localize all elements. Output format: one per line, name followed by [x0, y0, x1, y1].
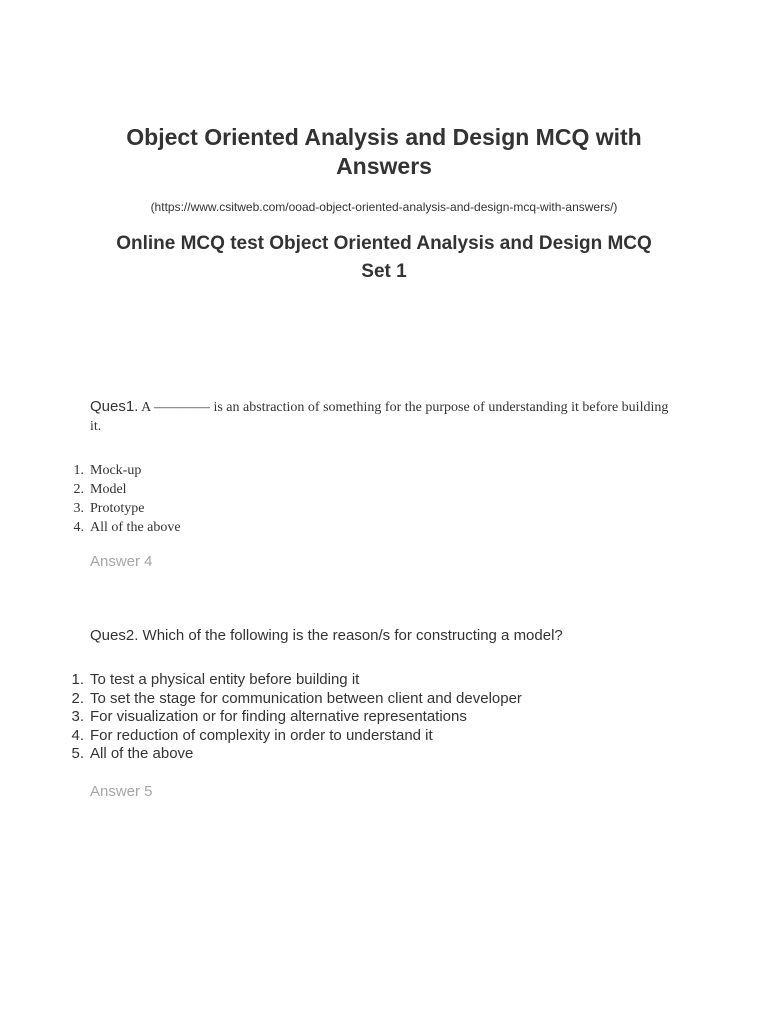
option-number: 4.: [73, 520, 84, 535]
option-text: All of the above: [90, 745, 194, 762]
question-1: [90, 397, 670, 436]
list-item: [73, 499, 181, 518]
option-text: To set the stage for communication between client and developer: [90, 689, 522, 707]
page-subtitle: Online MCQ test Object Oriented Analysis and Design MCQ Set 1: [116, 233, 652, 282]
option-number: 5.: [71, 745, 84, 762]
option-number: 2.: [71, 689, 84, 707]
question-2-prefix: Ques2.: [90, 627, 139, 644]
option-number: 1.: [73, 463, 84, 478]
question-1-text: A ———— is an abstraction of something for the purpose of understanding it before building it.: [90, 400, 669, 434]
list-item: [73, 518, 181, 537]
question-2: [90, 626, 670, 645]
source-url: (https://www.csitweb.com/ooad-object-oriented-analysis-and-design-mcq-with-answers/): [150, 200, 618, 214]
question-2-text: Which of the following is the reason/s for constructing a model?: [142, 627, 563, 644]
question-2-answer: Answer 5: [90, 783, 153, 800]
page-title: Object Oriented Analysis and Design MCQ with Answers: [126, 124, 642, 179]
question-1-options: [73, 461, 181, 537]
option-number: 4.: [71, 726, 84, 744]
list-item: [73, 461, 181, 480]
list-item: [73, 480, 181, 499]
question-2-options: [71, 671, 522, 764]
option-number: 2.: [73, 482, 84, 497]
option-number: 3.: [73, 501, 84, 516]
option-text: Model: [90, 482, 127, 497]
option-text: To test a physical entity before building it: [90, 671, 360, 688]
option-text: Prototype: [90, 501, 145, 516]
option-text: For reduction of complexity in order to understand it: [90, 726, 433, 744]
list-item: [71, 671, 522, 690]
question-1-prefix: Ques1.: [90, 398, 139, 415]
question-1-answer: Answer 4: [90, 553, 153, 570]
option-number: 3.: [71, 708, 84, 725]
list-item: [71, 745, 522, 764]
option-text: For visualization or for finding alternative representations: [90, 708, 467, 725]
option-number: 1.: [71, 671, 84, 688]
list-item: [71, 726, 522, 746]
option-text: Mock-up: [90, 463, 142, 478]
option-text: All of the above: [90, 520, 181, 535]
list-item: [71, 708, 522, 727]
list-item: [71, 689, 522, 709]
